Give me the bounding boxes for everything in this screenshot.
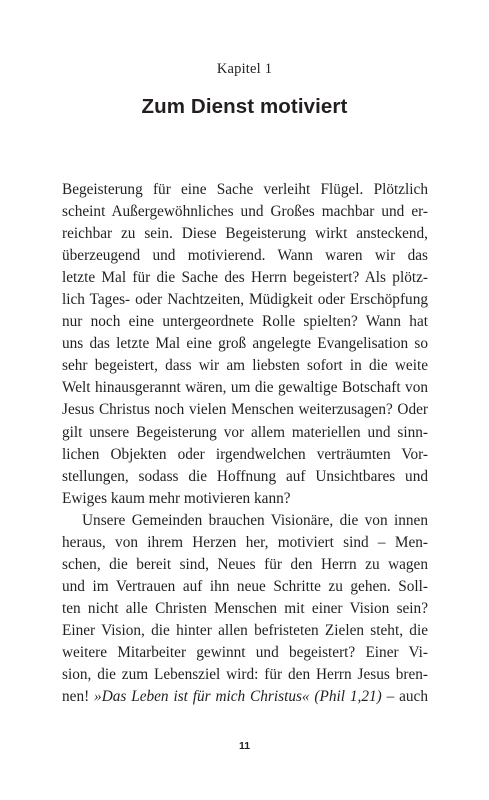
text-line: Begeisterung für eine Sache verleiht Flügel. Plötzlich: [62, 181, 428, 198]
line-prefix: nen!: [62, 688, 95, 706]
text-line: Jesus Christus noch vielen Menschen weiterzusagen? Oder: [62, 401, 428, 419]
line-suffix: – auch: [381, 688, 428, 706]
text-line: Welt hinausgerannt wären, um die gewaltige Botschaft von: [62, 379, 428, 397]
text-line: weitere Mitarbeiter gewinnt und begeistert? Einer Vi-: [62, 643, 428, 661]
text-line: sion, die zum Lebensziel wird: für den Herrn Jesus bren-: [62, 666, 428, 684]
text-line: überzeugend und motivierend. Wann waren wir das: [62, 247, 428, 265]
page-number: 11: [238, 740, 251, 752]
text-line: lichen Objekten oder irgendwelchen verträumten Vor-: [62, 445, 428, 463]
text-line: uns das letzte Mal eine groß angelegte Evangelisation so: [62, 335, 428, 353]
bible-quote: »Das Leben ist für mich Christus« (Phil 1,21): [94, 688, 382, 706]
chapter-label: Kapitel 1: [216, 61, 273, 77]
text-line: letzte Mal für die Sache des Herrn begeistert? Als plötz-: [62, 269, 428, 287]
text-line: Ewiges kaum mehr motivieren kann?: [62, 489, 291, 507]
text-line-with-quote: [62, 686, 428, 708]
text-line: Unsere Gemeinden brauchen Visionäre, die von innen: [82, 511, 428, 529]
body-text: [62, 179, 428, 708]
text-line: schen, die bereit sind, Neues für den Herrn zu wagen: [62, 555, 428, 573]
text-line: reichbar zu sein. Diese Begeisterung wirkt ansteckend,: [62, 225, 428, 243]
chapter-title: Zum Dienst motiviert: [141, 95, 348, 118]
text-line: stellungen, sodass die Hoffnung auf Unsichtbares und: [62, 467, 428, 485]
text-line: ten nicht alle Christen Menschen mit einer Vision sein?: [62, 599, 428, 617]
text-line: heraus, von ihrem Herzen her, motiviert sind – Men-: [62, 533, 428, 551]
text-line: nur noch eine untergeordnete Rolle spielten? Wann hat: [62, 313, 428, 331]
text-line: sehr begeistert, dass wir am liebsten sofort in die weite: [62, 357, 428, 375]
text-line: scheint Außergewöhnliches und Großes machbar und er-: [62, 203, 428, 221]
text-line: und im Vertrauen auf ihn neue Schritte zu gehen. Soll-: [62, 577, 428, 595]
text-line: gilt unsere Begeisterung vor allem materiellen und sinn-: [62, 423, 428, 441]
text-line: Einer Vision, die hinter allen befristeten Zielen steht, die: [62, 621, 428, 639]
text-line: lich Tages- oder Nachtzeiten, Müdigkeit oder Erschöpfung: [62, 291, 428, 309]
